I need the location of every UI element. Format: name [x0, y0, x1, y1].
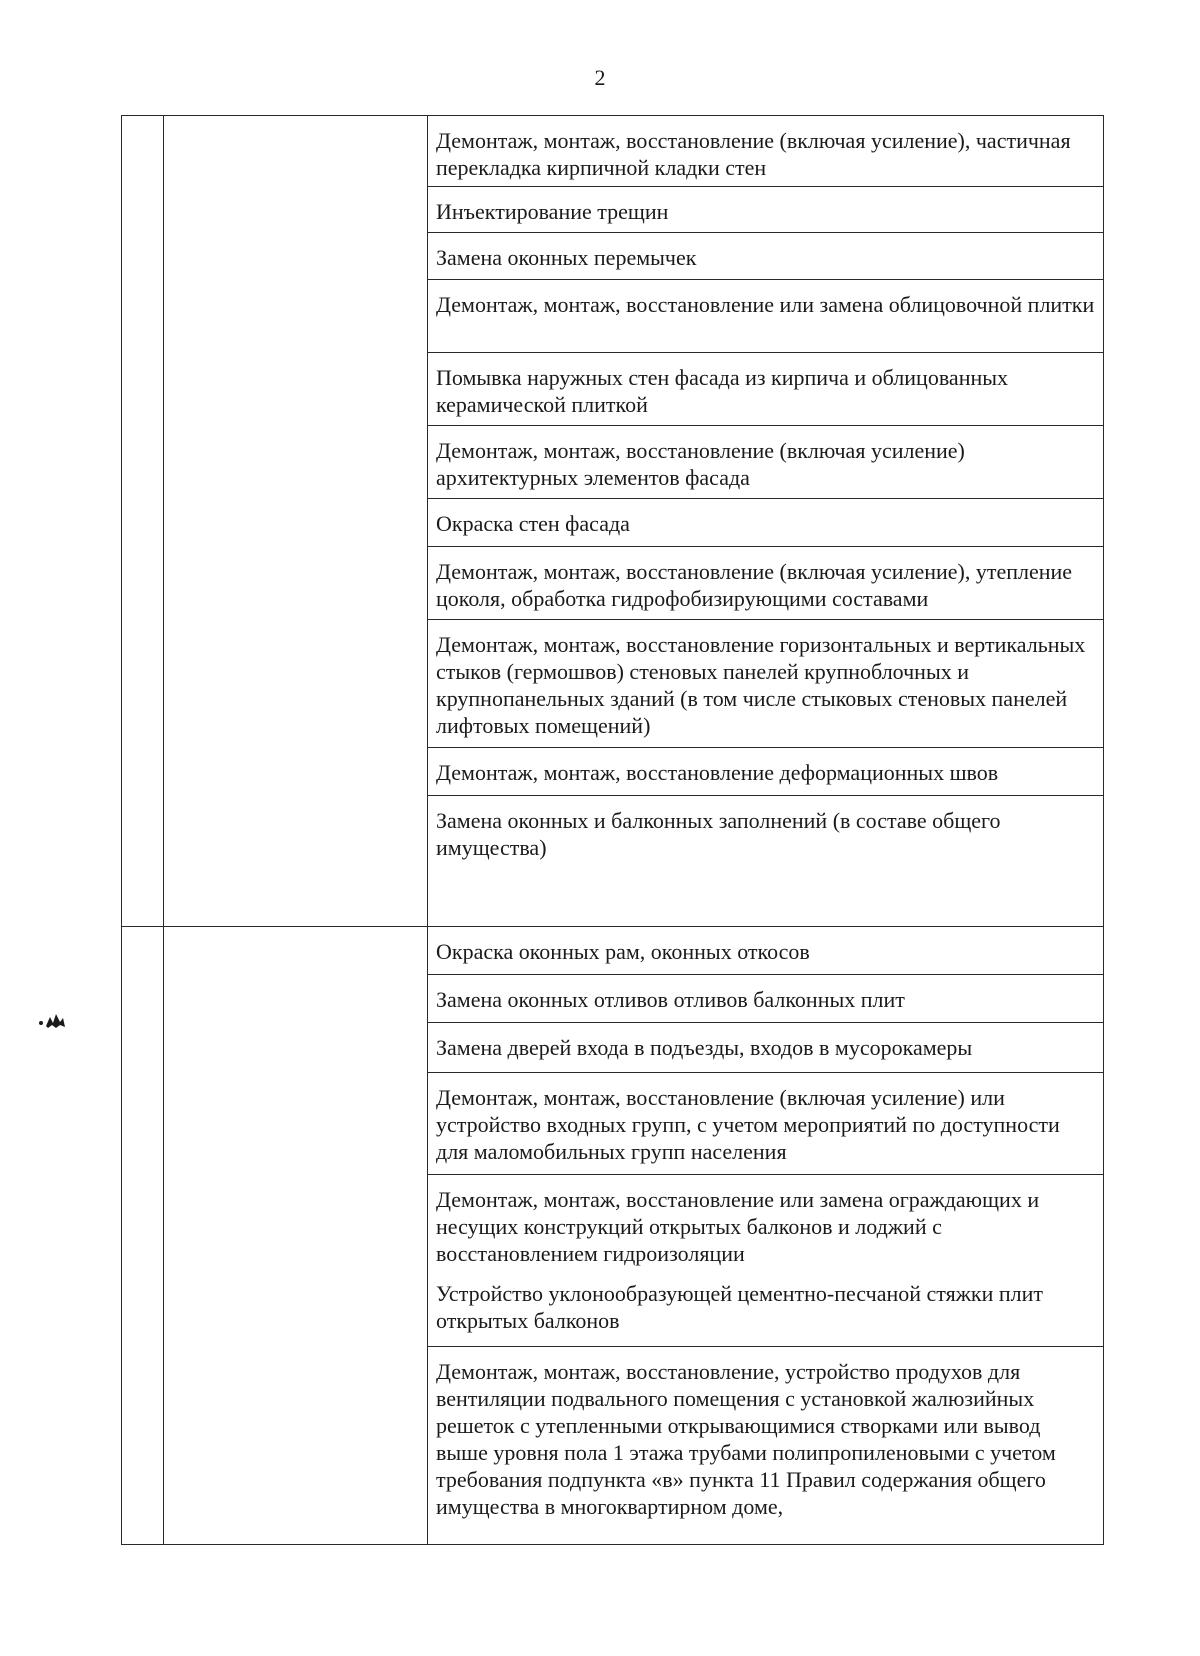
table-row: Замена оконных отливов отливов балконных плит	[428, 975, 1103, 1023]
table-row: Замена дверей входа в подъезды, входов в мусорокамеры	[428, 1023, 1103, 1073]
table-row: Демонтаж, монтаж, восстановление горизонтальных и вертикальных стыков (гермошвов) стеновых панелей крупноблочных и крупнопанельных зданий (в том числе стыковых стеновых панелей лифтовых помещений)	[428, 620, 1103, 748]
work-list	[428, 116, 1103, 926]
table-row: Окраска стен фасада	[428, 499, 1103, 547]
table-section-2	[121, 926, 1104, 1545]
table-row: Устройство уклонообразующей цементно-песчаной стяжки плит открытых балконов	[428, 1275, 1103, 1347]
page-number: 2	[594, 65, 606, 90]
table-row: Инъектирование трещин	[428, 187, 1103, 233]
table-row: Помывка наружных стен фасада из кирпича и облицованных керамической плиткой	[428, 353, 1103, 426]
column-divider	[163, 116, 164, 926]
table-row: Демонтаж, монтаж, восстановление, устройство продухов для вентиляции подвального помещения с установкой жалюзийных решеток с утепленными открывающимися створками или вывод выше уровня пола 1 этажа трубами полипропиленовыми с учетом требования подпункта «в» пункта 11 Правил содержания общего имущества в многоквартирном доме,	[436, 1359, 1056, 1519]
table-section-1	[121, 115, 1104, 927]
table-row: Демонтаж, монтаж, восстановление (включая усиление), утепление цоколя, обработка гидрофобизирующими составами	[428, 547, 1103, 620]
table-row: Демонтаж, монтаж, восстановление или замена облицовочной плитки	[428, 280, 1103, 353]
table-row: Замена оконных и балконных заполнений (в составе общего имущества)	[436, 808, 1001, 860]
table-row: Демонтаж, монтаж, восстановление (включая усиление) архитектурных элементов фасада	[428, 426, 1103, 499]
table-row: Окраска оконных рам, оконных откосов	[428, 927, 1103, 975]
table-row: Демонтаж, монтаж, восстановление деформационных швов	[428, 748, 1103, 796]
table-row: Демонтаж, монтаж, восстановление (включая усиление) или устройство входных групп, с учетом мероприятий по доступности для маломобильных групп населения	[428, 1073, 1103, 1175]
column-divider	[163, 927, 164, 1544]
table-row: Замена оконных перемычек	[428, 233, 1103, 280]
work-list	[428, 927, 1103, 1544]
table-row: Демонтаж, монтаж, восстановление (включая усиление), частичная перекладка кирпичной кладки стен	[428, 116, 1103, 187]
table-row: Демонтаж, монтаж, восстановление или замена ограждающих и несущих конструкций открытых балконов и лоджий с восстановлением гидроизоляции	[436, 1187, 1040, 1266]
ink-mark	[36, 1008, 70, 1030]
